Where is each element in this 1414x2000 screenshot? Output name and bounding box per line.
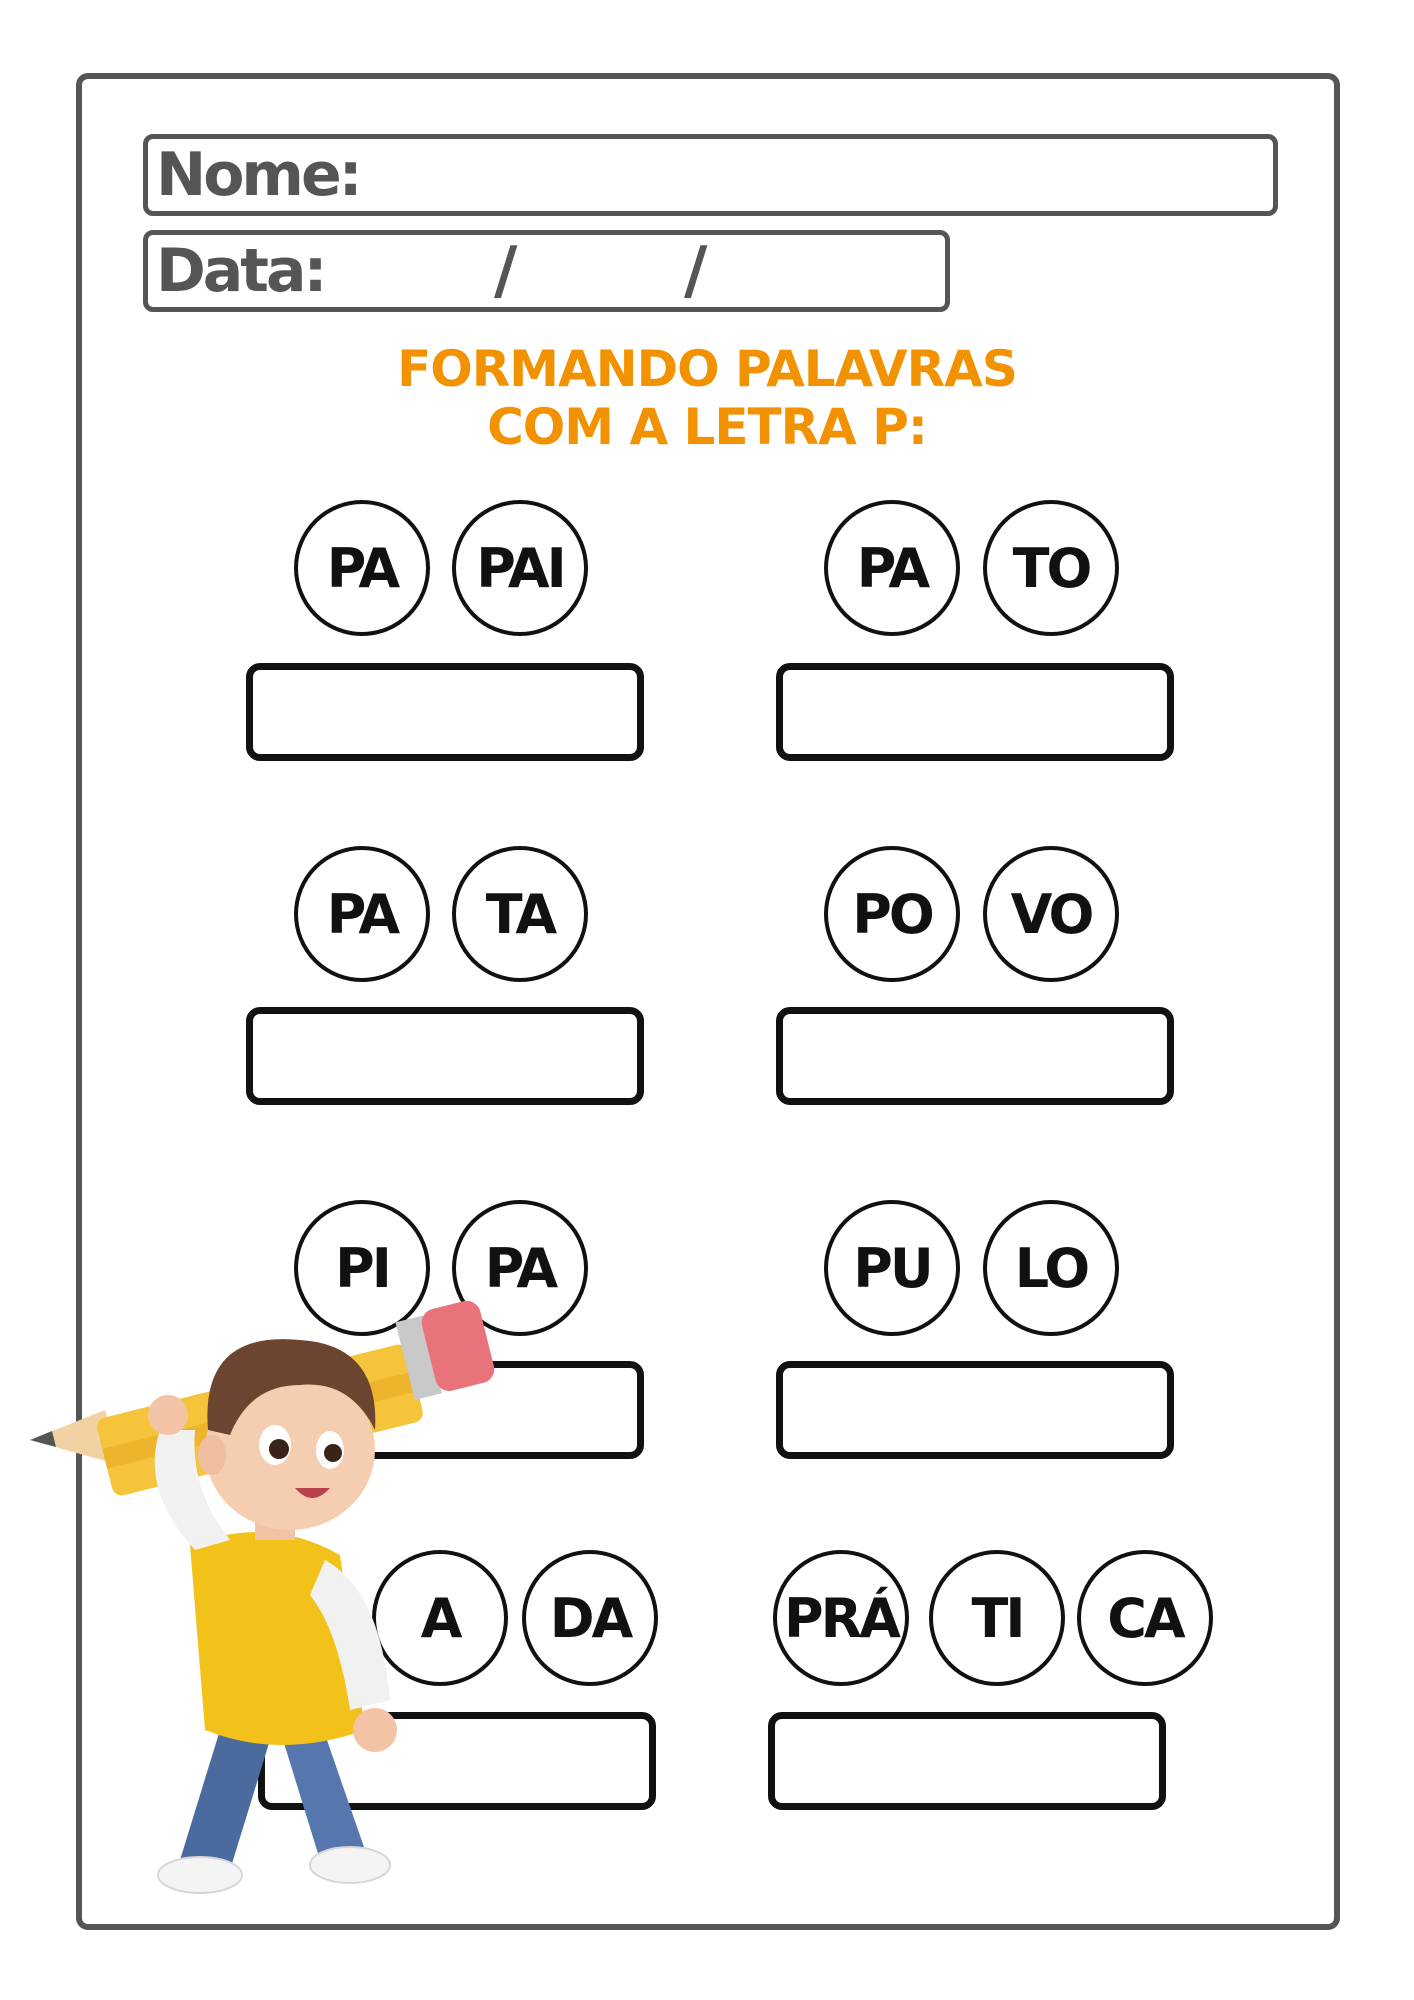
- answer-box[interactable]: [776, 663, 1174, 761]
- syllable-circle: PA: [294, 846, 430, 982]
- title-line-1: FORMANDO PALAVRAS: [397, 340, 1017, 398]
- date-separator-1: /: [494, 234, 518, 308]
- name-field[interactable]: [143, 134, 1278, 216]
- syllable-circle: PRÁ: [773, 1550, 909, 1686]
- syllable-circle: TI: [929, 1550, 1065, 1686]
- date-label: Data:: [156, 236, 325, 306]
- answer-box[interactable]: [246, 663, 644, 761]
- syllable-circle: PA: [294, 500, 430, 636]
- syllable-circle: PO: [824, 846, 960, 982]
- date-field[interactable]: [143, 230, 950, 312]
- worksheet-title: [0, 340, 1414, 456]
- answer-box[interactable]: [776, 1361, 1174, 1459]
- syllable-circle: PI: [294, 1200, 430, 1336]
- answer-box[interactable]: [776, 1007, 1174, 1105]
- syllable-circle: LO: [983, 1200, 1119, 1336]
- syllable-circle: A: [372, 1550, 508, 1686]
- syllable-circle: PA: [824, 500, 960, 636]
- syllable-circle: CA: [1077, 1550, 1213, 1686]
- answer-box[interactable]: [768, 1712, 1166, 1810]
- syllable-circle: PU: [824, 1200, 960, 1336]
- boy-with-pencil-illustration: [20, 1260, 520, 1910]
- date-separator-2: /: [684, 234, 708, 308]
- syllable-circle: TO: [983, 500, 1119, 636]
- syllable-circle: PA: [452, 1200, 588, 1336]
- answer-box[interactable]: [246, 1007, 644, 1105]
- syllable-circle: VO: [983, 846, 1119, 982]
- syllable-circle: TA: [452, 846, 588, 982]
- title-line-2: COM A LETRA P:: [487, 398, 927, 456]
- syllable-circle: DA: [522, 1550, 658, 1686]
- syllable-circle: PAI: [452, 500, 588, 636]
- name-label: Nome:: [156, 140, 360, 210]
